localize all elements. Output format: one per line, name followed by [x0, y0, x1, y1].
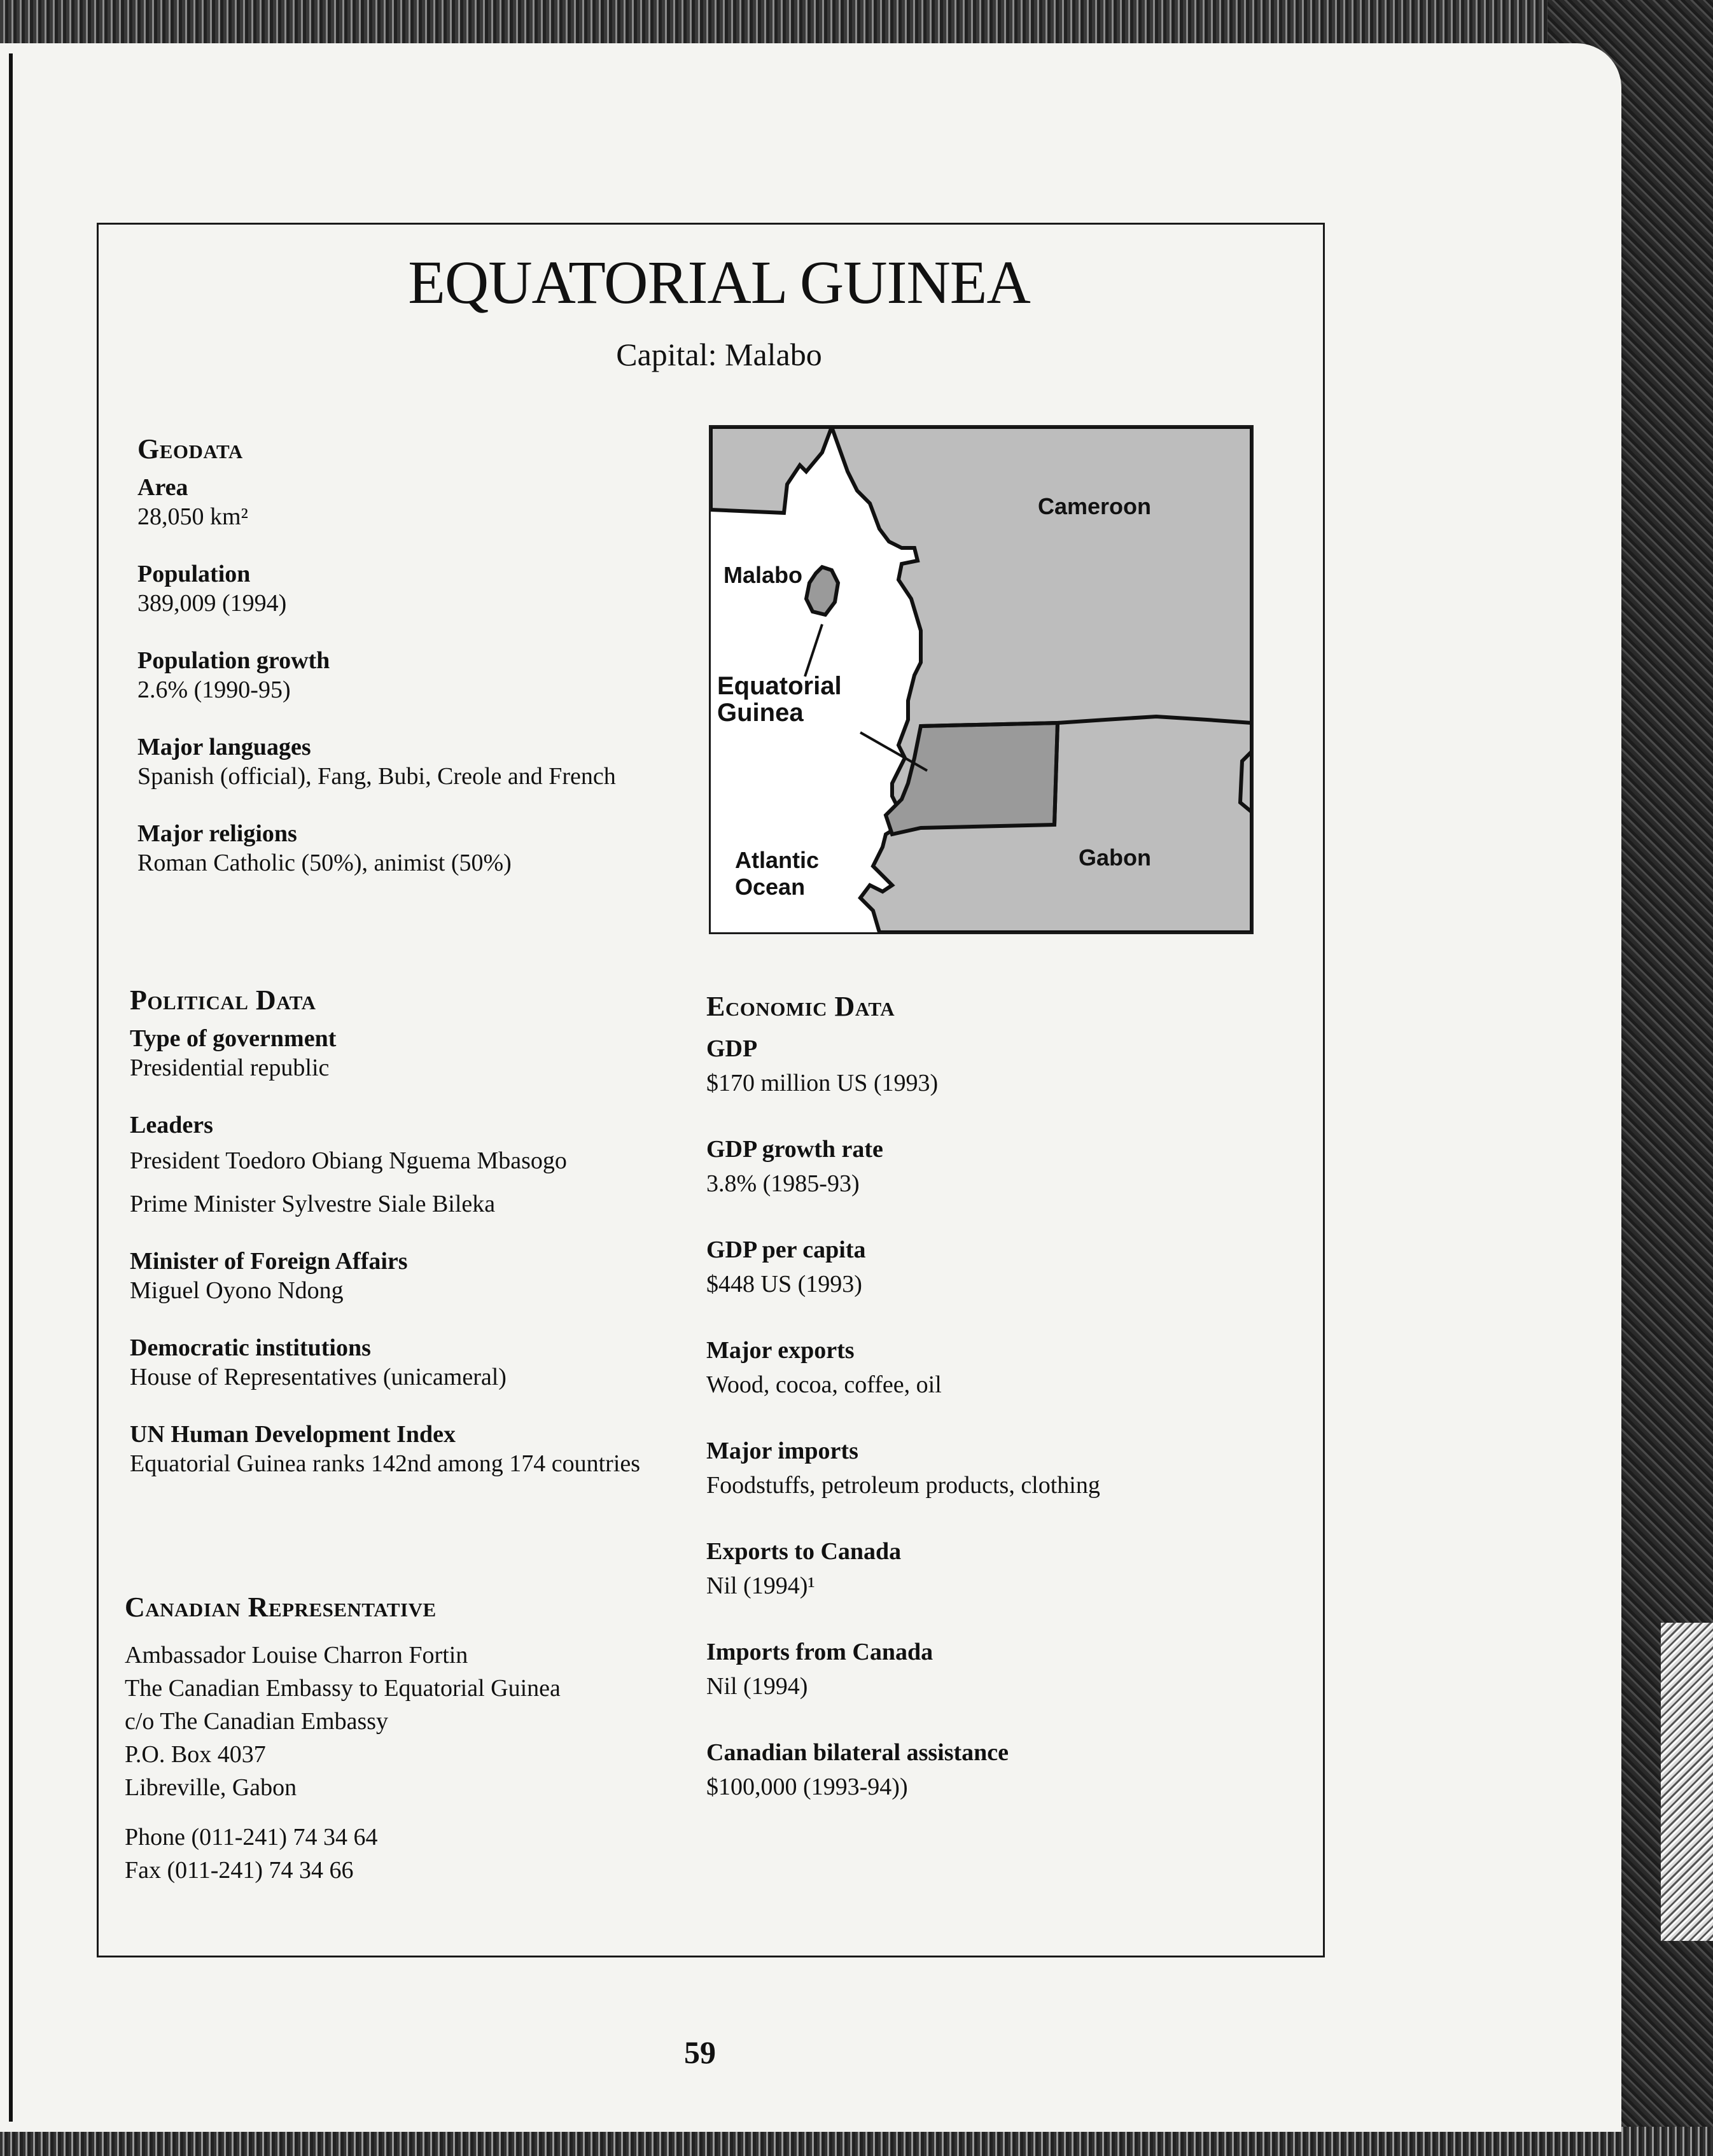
geodata-item: [137, 819, 710, 878]
geodata-item: [137, 559, 710, 618]
rep-address-line: The Canadian Embassy to Equatorial Guinea: [125, 1675, 561, 1702]
leader-prime-minister: Prime Minister Sylvestre Siale Bileka: [130, 1191, 496, 1217]
rep-fax: Fax (011-241) 74 34 66: [125, 1857, 354, 1884]
exports-value: Wood, cocoa, coffee, oil: [706, 1371, 942, 1398]
political-item: [130, 1333, 703, 1392]
exports-label: Major exports: [706, 1337, 855, 1364]
bilateral-assistance-label: Canadian bilateral assistance: [706, 1739, 1009, 1766]
map-label-gabon: Gabon: [1079, 844, 1151, 871]
geodata-item: [137, 473, 710, 531]
canadian-rep-section: [125, 1591, 697, 1887]
imports-from-canada-label: Imports from Canada: [706, 1639, 933, 1665]
gdp-label: GDP: [706, 1035, 758, 1062]
religions-value: Roman Catholic (50%), animist (50%): [137, 850, 512, 876]
area-label: Area: [137, 474, 188, 501]
political-item: [130, 1420, 703, 1478]
economic-item: [706, 1336, 1279, 1399]
population-growth-label: Population growth: [137, 647, 330, 674]
rep-address-line: Ambassador Louise Charron Fortin: [125, 1642, 468, 1669]
leaders-label: Leaders: [130, 1112, 213, 1138]
rep-address-line: P.O. Box 4037: [125, 1741, 266, 1768]
rep-address-line: c/o The Canadian Embassy: [125, 1708, 389, 1735]
scan-edge-top: [0, 0, 1713, 45]
canadian-rep-heading: Canadian Representative: [125, 1592, 437, 1623]
economic-item: [706, 1436, 1279, 1500]
hdi-label: UN Human Development Index: [130, 1421, 456, 1448]
population-value: 389,009 (1994): [137, 590, 287, 617]
hdi-value: Equatorial Guinea ranks 142nd among 174 countries: [130, 1450, 641, 1477]
political-item: [130, 1247, 703, 1305]
political-item: [130, 1110, 703, 1219]
area-value: 28,050 km²: [137, 503, 248, 530]
geodata-heading: Geodata: [137, 433, 243, 465]
religions-label: Major religions: [137, 820, 297, 847]
gdp-growth-value: 3.8% (1985-93): [706, 1170, 860, 1197]
geodata-item: [137, 646, 710, 704]
population-label: Population: [137, 561, 251, 587]
map-label-cameroon: Cameroon: [1038, 493, 1152, 519]
population-growth-value: 2.6% (1990-95): [137, 676, 291, 703]
economic-item: [706, 1637, 1279, 1701]
political-section: [130, 984, 703, 1506]
map-label-atlantic: Atlantic Ocean: [735, 847, 820, 900]
gdp-growth-label: GDP growth rate: [706, 1136, 883, 1163]
languages-value: Spanish (official), Fang, Bubi, Creole and French: [137, 763, 616, 790]
languages-label: Major languages: [137, 734, 311, 760]
leader-president: President Toedoro Obiang Nguema Mbasogo: [130, 1147, 567, 1174]
rep-address-line: Libreville, Gabon: [125, 1774, 297, 1801]
geodata-item: [137, 732, 710, 791]
political-item: [130, 1024, 703, 1082]
gdp-per-capita-label: GDP per capita: [706, 1236, 866, 1263]
government-type-label: Type of government: [130, 1025, 337, 1052]
government-type-value: Presidential republic: [130, 1054, 330, 1081]
imports-from-canada-value: Nil (1994): [706, 1673, 808, 1700]
economic-item: [706, 1135, 1279, 1198]
economic-section: [706, 990, 1279, 1802]
exports-to-canada-value: Nil (1994)¹: [706, 1572, 815, 1599]
economic-item: [706, 1537, 1279, 1600]
exports-to-canada-label: Exports to Canada: [706, 1538, 902, 1565]
geodata-section: [137, 433, 710, 906]
gdp-per-capita-value: $448 US (1993): [706, 1271, 862, 1298]
gdp-value: $170 million US (1993): [706, 1070, 939, 1096]
political-heading: Political Data: [130, 984, 316, 1016]
economic-item: [706, 1738, 1279, 1802]
economic-heading: Economic Data: [706, 991, 895, 1022]
rep-phone: Phone (011-241) 74 34 64: [125, 1824, 378, 1851]
imports-label: Major imports: [706, 1438, 858, 1464]
map-label-malabo: Malabo: [724, 562, 803, 588]
map-label-eq-guinea: Equatorial Guinea: [717, 672, 842, 727]
page-title: EQUATORIAL GUINEA: [408, 248, 1030, 316]
page-number: 59: [684, 2034, 716, 2070]
democratic-institutions-label: Democratic institutions: [130, 1334, 371, 1361]
bilateral-assistance-value: $100,000 (1993-94)): [706, 1774, 908, 1800]
foreign-minister-label: Minister of Foreign Affairs: [130, 1248, 408, 1275]
region-map: [709, 425, 1254, 934]
capital-line: Capital: Malabo: [616, 337, 822, 372]
foreign-minister-value: Miguel Oyono Ndong: [130, 1277, 344, 1304]
economic-item: [706, 1235, 1279, 1299]
economic-item: [706, 1034, 1279, 1098]
imports-value: Foodstuffs, petroleum products, clothing: [706, 1472, 1100, 1499]
scan-speckle: [1661, 1623, 1713, 1941]
democratic-institutions-value: House of Representatives (unicameral): [130, 1364, 507, 1390]
